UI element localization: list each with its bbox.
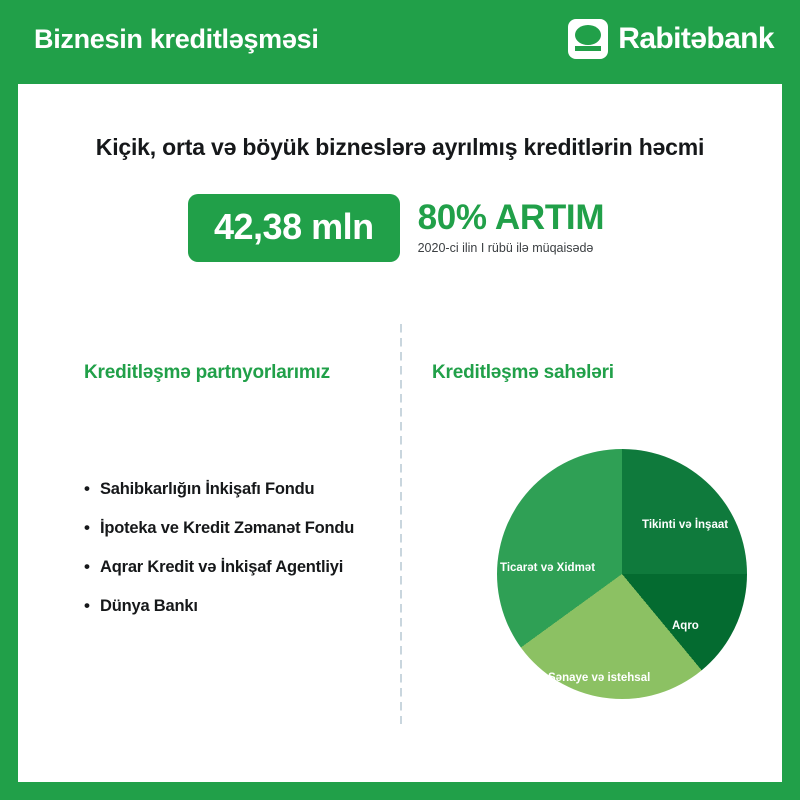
partners-list	[84, 480, 384, 616]
vertical-divider	[400, 324, 402, 724]
headline-text: Kiçik, orta və böyük bizneslərə ayrılmış kreditlərin həcmi	[95, 134, 705, 160]
rabitebank-logo-icon	[568, 19, 608, 59]
content-card	[18, 84, 782, 782]
stat-note: 2020-ci ilin I rübü ilə müqaisədə	[417, 240, 594, 255]
pie-slice-label-ticaret: Ticarət və Xidmət	[500, 562, 596, 574]
pie-disc	[497, 449, 747, 699]
sectors-section	[432, 362, 762, 384]
footer-strip	[0, 782, 800, 800]
partners-section	[84, 362, 384, 636]
sectors-title: Kreditləşmə sahələri	[432, 362, 614, 383]
list-item: • Aqrar Kredit və İnkişaf Agentliyi	[84, 558, 384, 577]
pie-slice-label-aqro: Aqro	[672, 620, 699, 632]
pie-slice-label-senaye: Sənaye və istehsal	[548, 672, 651, 684]
stat-growth: 80% ARTIM	[417, 198, 605, 237]
pie-chart	[432, 424, 762, 754]
stat-row	[188, 194, 604, 262]
pie-slice-label-tikinti: Tikinti və İnşaat	[642, 519, 729, 531]
list-item: • Dünya Bankı	[84, 597, 384, 616]
header-bar	[0, 0, 800, 78]
brand-name: Rabitəbank	[618, 22, 774, 55]
list-item: • Sahibkarlığın İnkişafı Fondu	[84, 480, 384, 499]
list-item: • İpoteka ve Kredit Zəmanət Fondu	[84, 519, 384, 538]
stat-value-badge: 42,38 mln	[188, 194, 400, 262]
page-title: Biznesin kreditləşməsi	[34, 23, 319, 54]
stat-side	[418, 194, 605, 255]
brand-logo	[568, 19, 774, 59]
partners-title: Kreditləşmə partnyorlarımız	[84, 362, 330, 383]
